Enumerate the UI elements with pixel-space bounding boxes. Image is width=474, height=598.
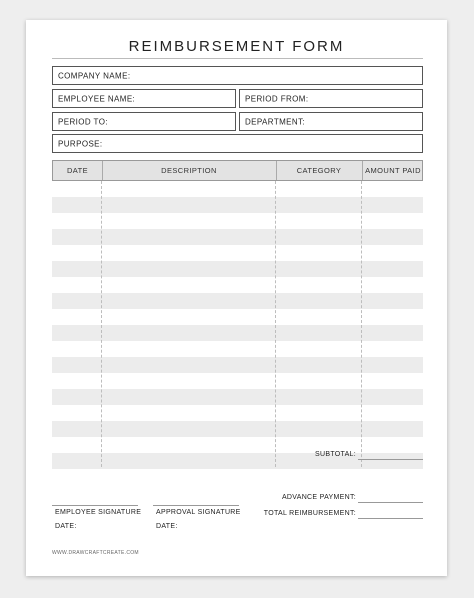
- column-divider: [101, 181, 102, 467]
- column-header-category: CATEGORY: [296, 166, 342, 175]
- table-row[interactable]: [52, 309, 423, 325]
- approval-signature-label: APPROVAL SIGNATURE: [156, 509, 241, 516]
- table-row[interactable]: [52, 405, 423, 421]
- advance-payment-line[interactable]: [358, 502, 423, 503]
- employee-signature-line[interactable]: [52, 505, 138, 506]
- company-name-field[interactable]: [52, 66, 423, 85]
- department-field[interactable]: [239, 112, 423, 131]
- approval-signature-line[interactable]: [153, 505, 239, 506]
- company-name-label: COMPANY NAME:: [58, 71, 131, 80]
- total-reimbursement-line[interactable]: [358, 518, 423, 519]
- table-row[interactable]: [52, 277, 423, 293]
- department-label: DEPARTMENT:: [245, 117, 306, 126]
- period-from-field[interactable]: [239, 89, 423, 108]
- column-divider: [275, 181, 276, 467]
- column-header-description: DESCRIPTION: [161, 166, 217, 175]
- employee-signature-label: EMPLOYEE SIGNATURE: [55, 509, 142, 516]
- table-row[interactable]: [52, 181, 423, 197]
- column-divider: [361, 181, 362, 467]
- column-header-amount-paid: AMOUNT PAID: [365, 166, 421, 175]
- subtotal-label: SUBTOTAL:: [315, 451, 356, 458]
- table-row[interactable]: [52, 293, 423, 309]
- table-row[interactable]: [52, 373, 423, 389]
- table-row[interactable]: [52, 341, 423, 357]
- table-row[interactable]: [52, 261, 423, 277]
- expense-table-header: [52, 160, 423, 181]
- table-row[interactable]: [52, 213, 423, 229]
- advance-payment-label: ADVANCE PAYMENT:: [281, 494, 356, 501]
- employee-name-label: EMPLOYEE NAME:: [58, 94, 136, 103]
- purpose-label: PURPOSE:: [58, 139, 103, 148]
- table-row[interactable]: [52, 245, 423, 261]
- table-row[interactable]: [52, 229, 423, 245]
- period-to-field[interactable]: [52, 112, 236, 131]
- approval-date-label: DATE:: [156, 523, 178, 530]
- period-to-label: PERIOD TO:: [58, 117, 108, 126]
- employee-name-field[interactable]: [52, 89, 236, 108]
- total-reimbursement-label: TOTAL REIMBURSEMENT:: [263, 510, 356, 517]
- purpose-field[interactable]: [52, 134, 423, 153]
- employee-date-label: DATE:: [55, 523, 77, 530]
- form-page: [26, 20, 447, 576]
- footer-url: WWW.DRAWCRAFTCREATE.COM: [52, 550, 139, 556]
- title-divider: [52, 58, 423, 59]
- subtotal-line[interactable]: [358, 459, 423, 460]
- table-row[interactable]: [52, 357, 423, 373]
- table-row[interactable]: [52, 389, 423, 405]
- table-row[interactable]: [52, 325, 423, 341]
- form-title: REIMBURSEMENT FORM: [128, 38, 345, 55]
- column-header-date: DATE: [66, 166, 89, 175]
- table-row[interactable]: [52, 197, 423, 213]
- table-row[interactable]: [52, 421, 423, 437]
- period-from-label: PERIOD FROM:: [245, 94, 309, 103]
